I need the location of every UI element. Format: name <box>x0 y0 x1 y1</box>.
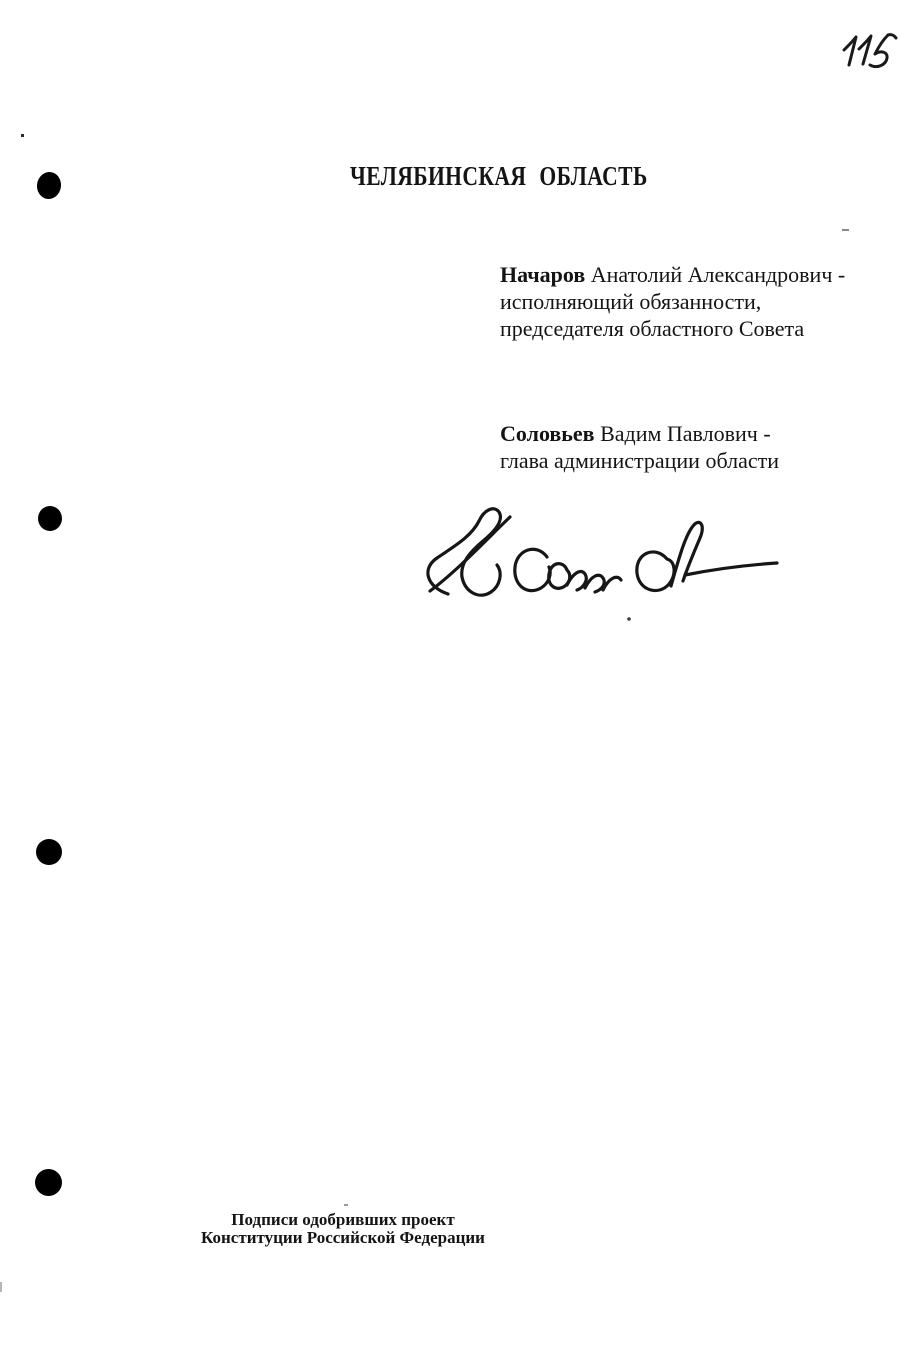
signatory-given-names: Анатолий Александрович - <box>590 262 846 287</box>
signatory-block-solovyev <box>500 420 779 474</box>
punch-hole-dot <box>35 170 63 200</box>
footer-caption <box>143 1211 543 1247</box>
signatory-surname: Начаров <box>500 262 586 287</box>
scan-speck <box>842 229 849 231</box>
punch-hole-dot <box>38 506 62 531</box>
handwritten-page-number-icon <box>836 32 898 74</box>
handwritten-signature-icon <box>415 497 795 647</box>
signatory-name-line <box>500 261 845 288</box>
scan-speck <box>0 1282 2 1292</box>
scan-speck <box>21 134 24 137</box>
signatory-given-names: Вадим Павлович - <box>600 421 771 446</box>
signatory-role-line: исполняющий обязанности, <box>500 289 762 314</box>
signatory-surname: Соловьев <box>500 421 595 446</box>
page-title: ЧЕЛЯБИНСКАЯ ОБЛАСТЬ <box>350 161 648 191</box>
scan-speck <box>344 1204 348 1206</box>
signatory-role-line: глава администрации области <box>500 448 779 473</box>
signatory-block-nacharov <box>500 261 845 342</box>
signatory-role-line: председателя областного Совета <box>500 316 805 341</box>
punch-hole-dot <box>35 1169 62 1196</box>
footer-line: Конституции Российской Федерации <box>201 1228 485 1247</box>
signatory-name-line <box>500 420 779 447</box>
footer-line: Подписи одобривших проект <box>231 1210 455 1229</box>
punch-hole-dot <box>36 839 62 865</box>
